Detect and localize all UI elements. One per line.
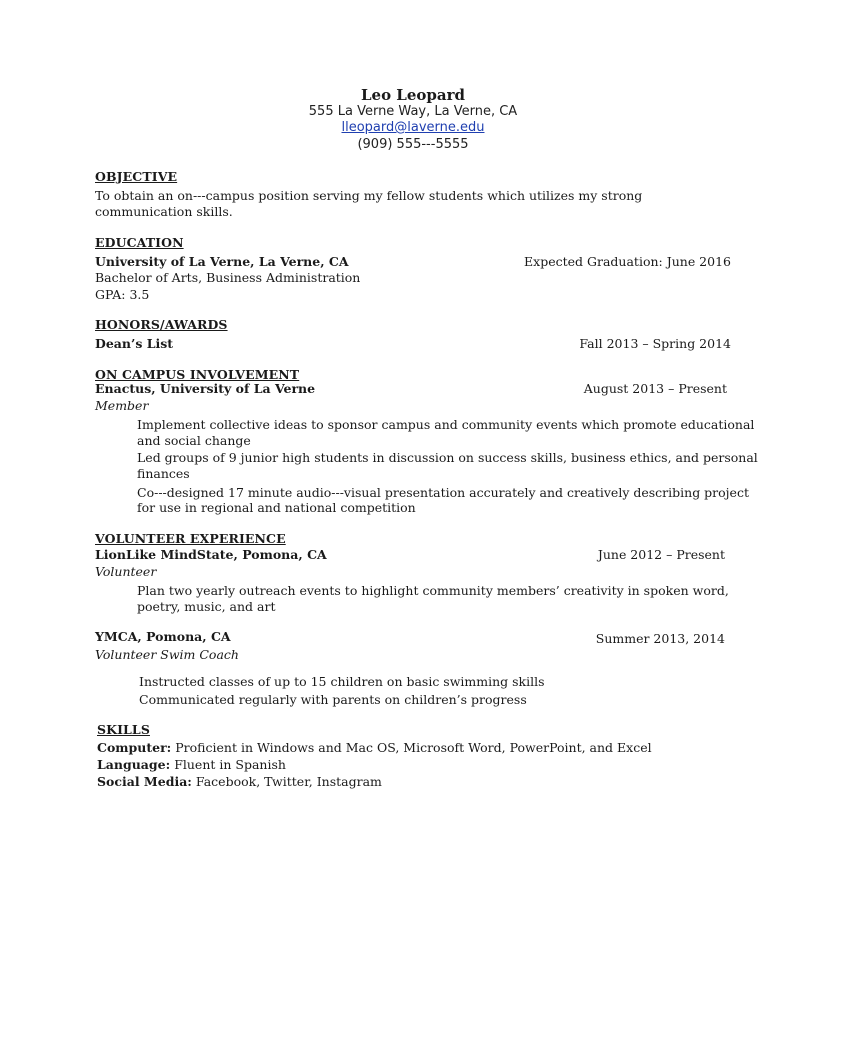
award-date: Fall 2013 – Spring 2014: [579, 336, 731, 351]
skills-social-label: Social Media:: [97, 774, 192, 789]
volunteer-role-2: Volunteer Swim Coach: [95, 647, 239, 662]
degree: Bachelor of Arts, Business Administration: [95, 270, 361, 285]
skills-language-label: Language:: [97, 757, 171, 772]
campus-heading: ON CAMPUS INVOLVEMENT: [95, 367, 300, 382]
campus-bullet-3-line-1: Co---designed 17 minute audio---visual presentation accurately and creatively describing project: [137, 485, 749, 500]
campus-bullet-2-line-1: Led groups of 9 junior high students in discussion on success skills, business ethics, and personal: [137, 450, 758, 465]
volunteer-date-2: Summer 2013, 2014: [595, 631, 725, 646]
email-link[interactable]: lleopard@laverne.edu: [341, 120, 485, 135]
gpa: GPA: 3.5: [95, 287, 150, 302]
skills-social: [97, 774, 382, 790]
education-heading: EDUCATION: [95, 235, 184, 250]
skills-language-value: Fluent in Spanish: [174, 757, 286, 772]
skills-heading: SKILLS: [97, 722, 150, 737]
volunteer-bullet-3: Communicated regularly with parents on children’s progress: [139, 692, 527, 707]
campus-org: Enactus, University of La Verne: [95, 381, 316, 396]
skills-social-value: Facebook, Twitter, Instagram: [195, 774, 382, 789]
volunteer-org-1: LionLike MindState, Pomona, CA: [95, 547, 327, 562]
skills-language: [97, 757, 286, 773]
campus-bullet-3-line-2: for use in regional and national competition: [137, 500, 416, 515]
address: 555 La Verne Way, La Verne, CA: [308, 104, 518, 119]
volunteer-org-2: YMCA, Pomona, CA: [95, 629, 231, 644]
campus-role: Member: [95, 398, 149, 413]
objective-line-1: To obtain an on---campus position serving my fellow students which utilizes my strong: [95, 188, 643, 203]
volunteer-bullet-2: Instructed classes of up to 15 children on basic swimming skills: [139, 674, 545, 689]
award-name: Dean’s List: [95, 336, 174, 351]
campus-bullet-1-line-2: and social change: [137, 433, 251, 448]
skills-computer: [97, 740, 652, 756]
graduation-date: Expected Graduation: June 2016: [524, 254, 731, 269]
campus-bullet-2-line-2: finances: [137, 466, 190, 481]
campus-date: August 2013 – Present: [583, 381, 727, 396]
school-name: University of La Verne, La Verne, CA: [95, 254, 349, 269]
candidate-name: Leo Leopard: [360, 86, 465, 104]
skills-computer-label: Computer:: [97, 740, 172, 755]
honors-heading: HONORS/AWARDS: [95, 317, 228, 332]
phone: (909) 555---5555: [357, 137, 469, 152]
volunteer-date-1: June 2012 – Present: [597, 547, 725, 562]
email-wrapper: [0, 120, 826, 135]
volunteer-role-1: Volunteer: [95, 564, 157, 579]
volunteer-heading: VOLUNTEER EXPERIENCE: [95, 531, 286, 546]
volunteer-bullet-1-line-2: poetry, music, and art: [137, 599, 276, 614]
objective-line-2: communication skills.: [95, 204, 233, 219]
campus-bullet-1-line-1: Implement collective ideas to sponsor campus and community events which promote educational: [137, 417, 755, 432]
skills-computer-value: Proficient in Windows and Mac OS, Microsoft Word, PowerPoint, and Excel: [175, 740, 652, 755]
volunteer-bullet-1-line-1: Plan two yearly outreach events to highlight community members’ creativity in spoken word,: [137, 583, 729, 598]
objective-heading: OBJECTIVE: [95, 169, 178, 184]
